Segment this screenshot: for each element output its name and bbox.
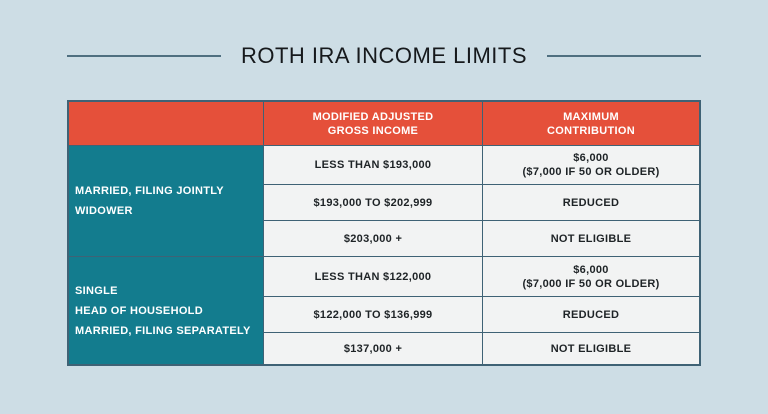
income-cell: LESS THAN $122,000 (264, 257, 483, 297)
income-cell: $203,000 + (264, 221, 483, 257)
contribution-cell: REDUCED (483, 185, 699, 221)
income-cell: $193,000 TO $202,999 (264, 185, 483, 221)
contribution-cell (483, 146, 699, 185)
income-limits-table (67, 100, 701, 366)
status-label: WIDOWER (75, 205, 133, 217)
filing-status-group-single (69, 257, 264, 364)
contribution-cell (483, 257, 699, 297)
title-rule-right (547, 55, 701, 57)
contribution-cell: NOT ELIGIBLE (550, 342, 632, 355)
income-cell: LESS THAN $193,000 (264, 146, 483, 185)
header-max-contribution (483, 102, 699, 146)
header-max-line1: MAXIMUM (563, 110, 619, 123)
title-row (67, 36, 701, 76)
status-label: MARRIED, FILING SEPARATELY (75, 324, 251, 337)
contribution-amount: $6,000 (573, 263, 609, 276)
status-label: SINGLE (75, 284, 118, 297)
filing-status-group-joint (69, 146, 264, 257)
contribution-note: ($7,000 IF 50 OR OLDER) (522, 166, 660, 178)
header-magi-line2: GROSS INCOME (327, 124, 419, 137)
header-empty (69, 102, 264, 146)
contribution-cell: NOT ELIGIBLE (483, 221, 699, 257)
contribution-note: ($7,000 IF 50 OR OLDER) (522, 277, 660, 290)
status-label: HEAD OF HOUSEHOLD (75, 304, 203, 317)
income-cell: $122,000 TO $136,999 (264, 297, 483, 333)
contribution-cell: REDUCED (483, 297, 699, 333)
status-label: MARRIED, FILING JOINTLY (75, 185, 224, 197)
header-max-line2: CONTRIBUTION (547, 124, 635, 137)
income-cell: $137,000 + (264, 333, 483, 364)
contribution-amount: $6,000 (573, 152, 609, 164)
title-rule-left (67, 55, 221, 57)
page-title: ROTH IRA INCOME LIMITS (240, 43, 528, 68)
header-magi-line1: MODIFIED ADJUSTED (312, 110, 434, 123)
header-magi (264, 102, 483, 146)
